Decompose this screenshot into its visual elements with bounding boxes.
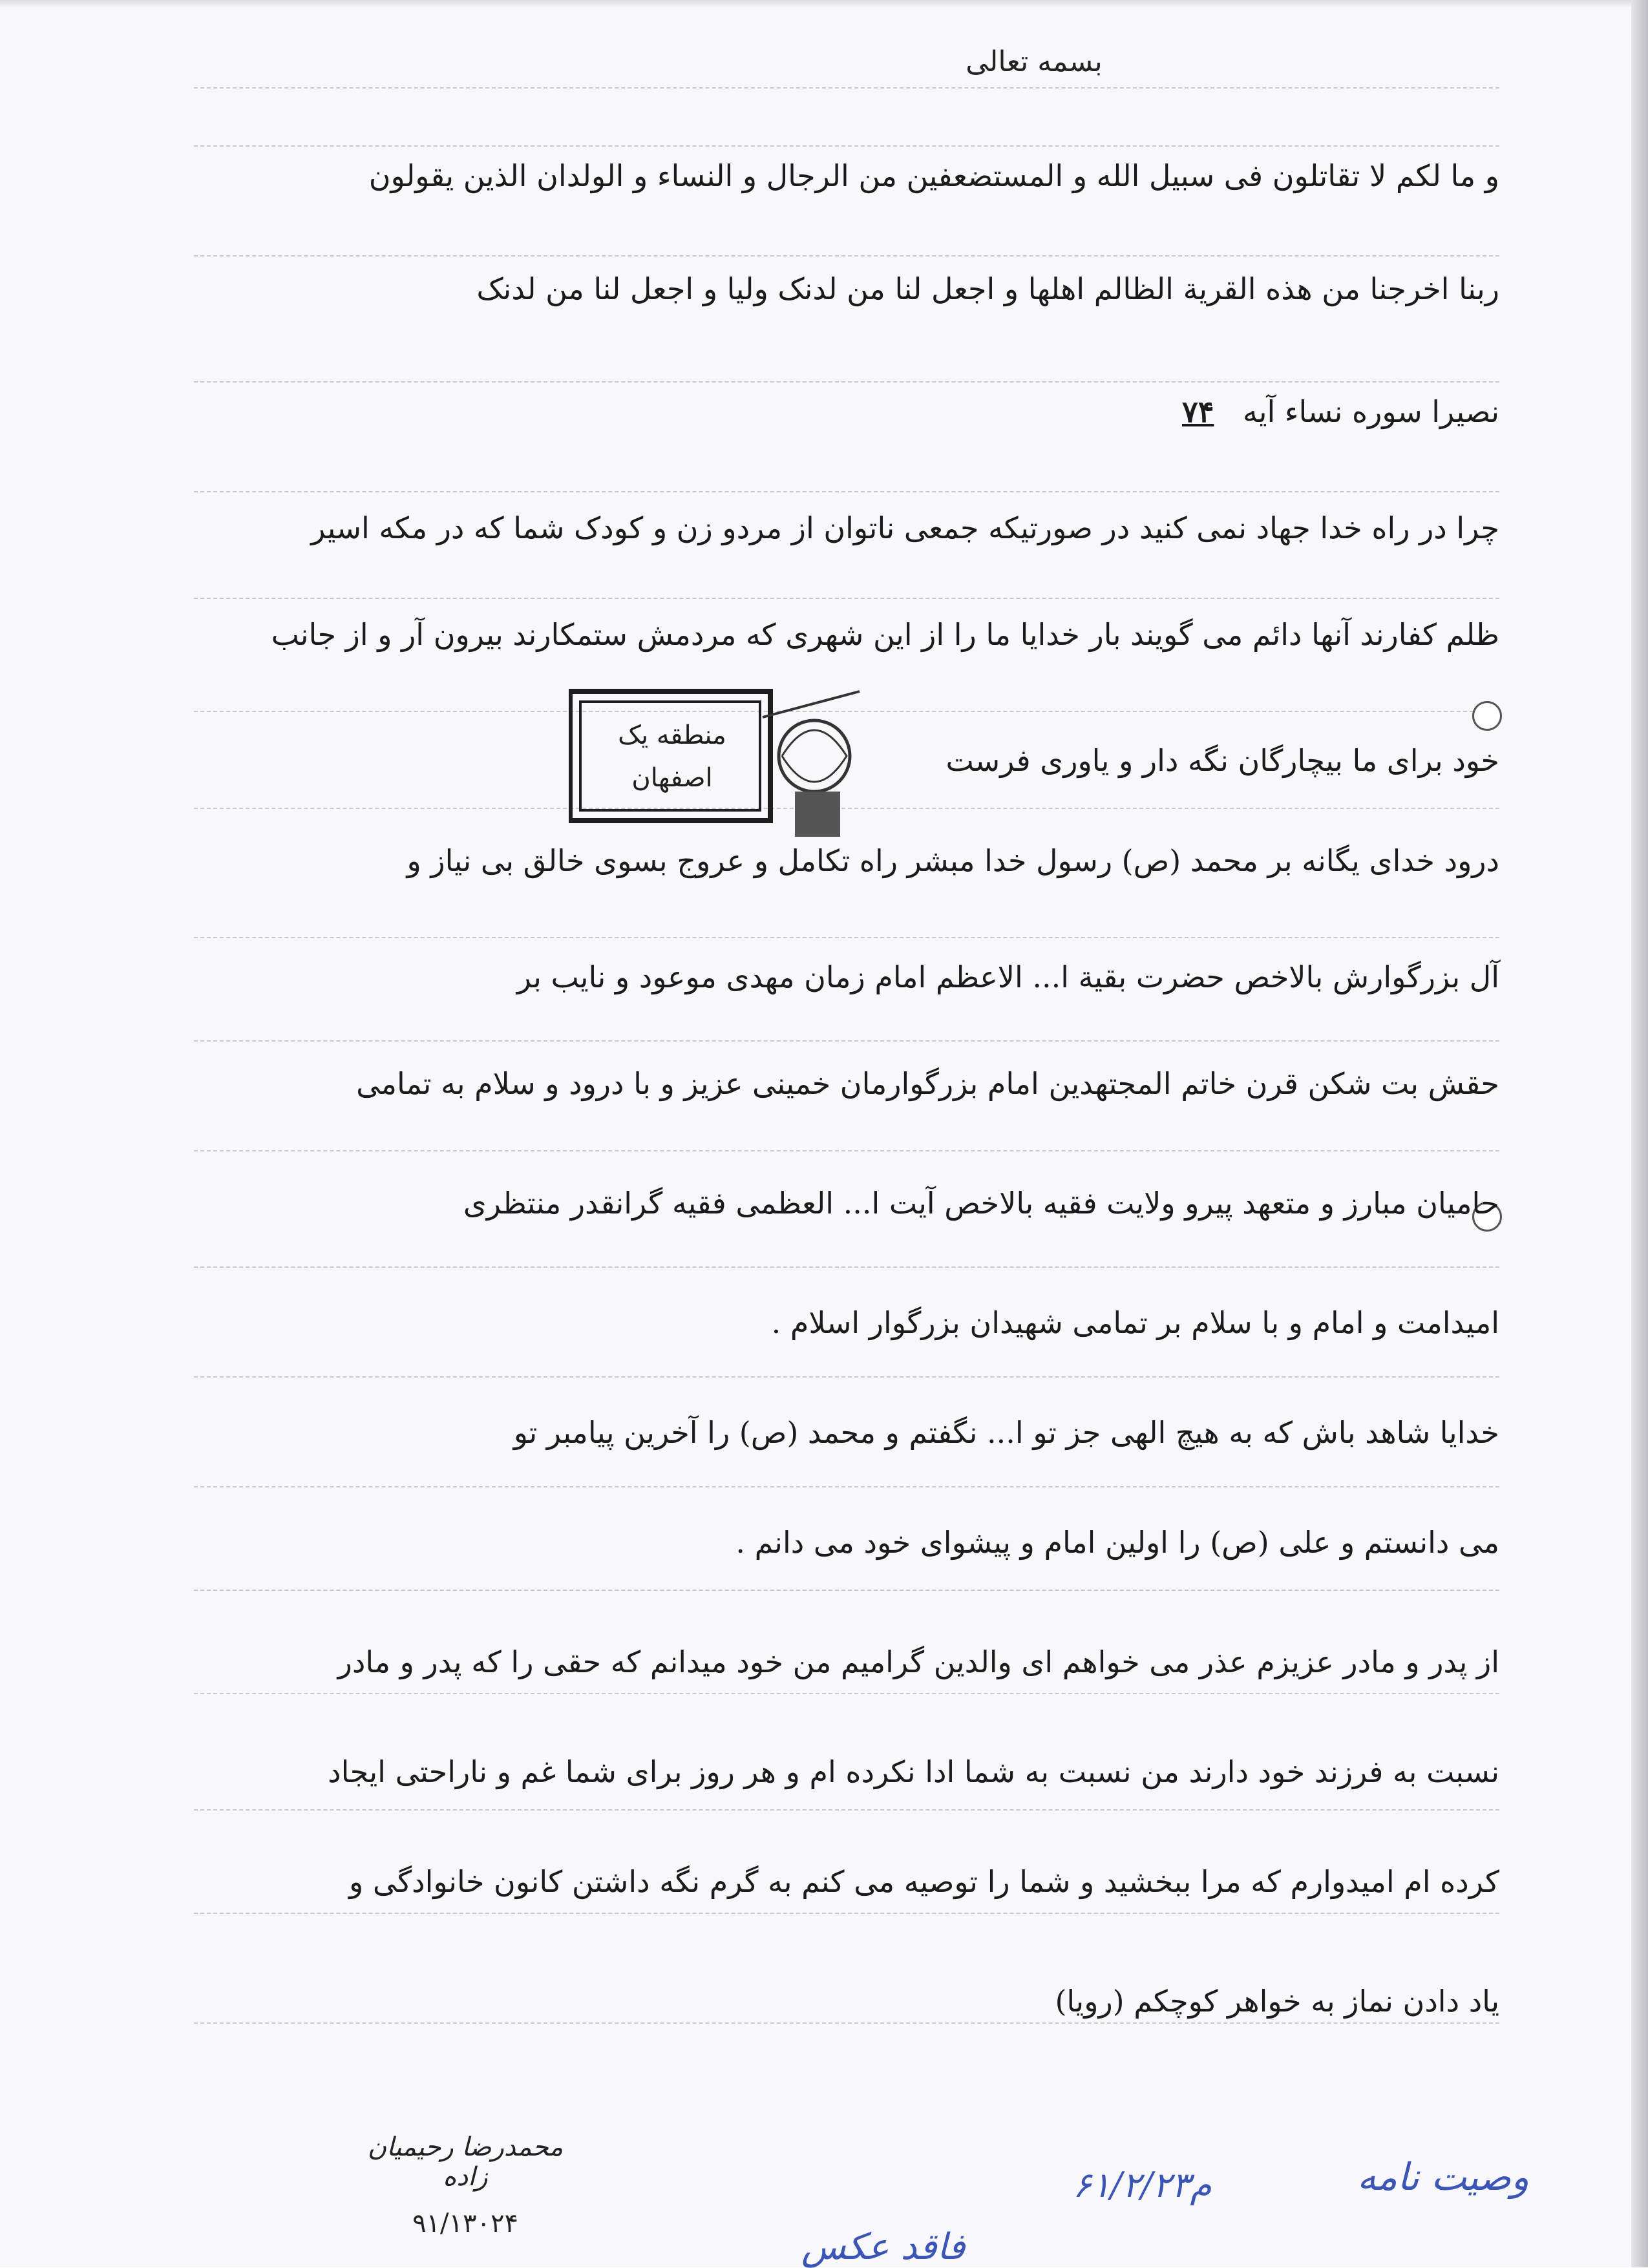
text-line-reference xyxy=(142,394,1499,429)
ruled-line xyxy=(194,1040,1499,1042)
reference-text: نصیرا سوره نساء آیه xyxy=(1243,394,1499,429)
text-line: ربنا اخرجنا من هذه القریة الظالم اهلها و اجعل لنا من لدنک ولیا و اجعل لنا من لدنک xyxy=(476,271,1499,306)
text-line: آل بزرگوارش بالاخص حضرت بقیة ا... الاعظم امام زمان مهدی موعود و نایب بر xyxy=(516,960,1499,994)
signature-date: ۹۱/۱۳۰۲۴ xyxy=(412,2209,518,2238)
ruled-line xyxy=(194,491,1499,492)
text-line: حقش بت شکن قرن خاتم المجتهدین امام بزرگوارمان خمینی عزیز و با درود و سلام به تمامی xyxy=(356,1066,1499,1101)
ruled-line xyxy=(194,255,1499,257)
text-line: خود برای ما بیچارگان نگه دار و یاوری فرست xyxy=(945,743,1499,778)
ruled-line xyxy=(194,1376,1499,1378)
stamp-line-1: منطقه یک xyxy=(618,720,726,750)
signature-block xyxy=(349,2132,582,2238)
verse-number: ۷۴ xyxy=(1182,394,1214,429)
text-line: یاد دادن نماز به خواهر کوچکم (رویا) xyxy=(1055,1984,1499,2019)
ruled-line xyxy=(194,1590,1499,1591)
document-header: بسمه تعالی xyxy=(966,45,1103,78)
text-line: کرده ام امیدوارم که مرا ببخشید و شما را توصیه می کنم به گرم نگه داشتن کانون خانوادگی و xyxy=(349,1864,1499,1899)
scan-edge-right xyxy=(1631,0,1648,2267)
text-line: حامیان مبارز و متعهد پیرو ولایت فقیه بالاخص آیت ا... العظمی فقیه گرانقدر منتظری xyxy=(463,1186,1499,1221)
text-line: چرا در راه خدا جهاد نمی کنید در صورتیکه جمعی ناتوان از مردو زن و کودک شما که در مکه اسیر xyxy=(311,510,1499,545)
text-line: خدایا شاهد باش که به هیچ الهی جز تو ا... نگفتم و محمد (ص) را آخرین پیامبر تو xyxy=(513,1415,1499,1450)
ruled-line xyxy=(194,381,1499,383)
ruled-line xyxy=(194,1150,1499,1151)
ruled-line xyxy=(194,1693,1499,1694)
text-line: نسبت به فرزند خود دارند من نسبت به شما ادا نکرده ام و هر روز برای شما غم و ناراحتی ایجاد xyxy=(328,1754,1499,1789)
ruled-line xyxy=(194,1486,1499,1487)
ruled-line xyxy=(194,937,1499,938)
ruled-line xyxy=(194,2022,1499,2024)
text-line: درود خدای یگانه بر محمد (ص) رسول خدا مبشر راه تکامل و عروج بسوی خالق بی نیاز و xyxy=(407,843,1499,878)
ruled-line xyxy=(194,145,1499,147)
text-line: امیدامت و امام و با سلام بر تمامی شهیدان بزرگوار اسلام . xyxy=(771,1305,1499,1340)
archive-reference-note: ۶۱/۲/۲۳م xyxy=(1073,2165,1212,2205)
ruled-line xyxy=(194,1266,1499,1268)
text-line: می دانستم و علی (ص) را اولین امام و پیشوای خود می دانم . xyxy=(735,1525,1499,1560)
ruled-line xyxy=(194,598,1499,599)
no-photo-note: فاقد عکس xyxy=(801,2226,966,2268)
ruled-line xyxy=(194,1809,1499,1811)
scan-edge-top xyxy=(0,0,1648,8)
text-line: و ما لکم لا تقاتلون فی سبیل الله و المستضعفین من الرجال و النساء و الولدان الذین یقولون xyxy=(368,158,1499,193)
signature-name: محمدرضا رحیمیان زاده xyxy=(367,2132,564,2192)
stamp-line-2: اصفهان xyxy=(631,763,713,793)
binder-hole xyxy=(1472,701,1502,731)
ruled-line xyxy=(194,87,1499,89)
official-stamp xyxy=(569,678,866,840)
text-line: ظلم کفارند آنها دائم می گویند بار خدایا ما را از این شهری که مردمش ستمکارند بیرون آر و از جانب xyxy=(271,617,1499,652)
ruled-line xyxy=(194,1913,1499,1914)
text-line: از پدر و مادر عزیزم عذر می خواهم ای والدین گرامیم من خود میدانم که حقی را که پدر و مادر xyxy=(337,1644,1499,1679)
document-title-note: وصیت نامه xyxy=(1357,2155,1530,2199)
